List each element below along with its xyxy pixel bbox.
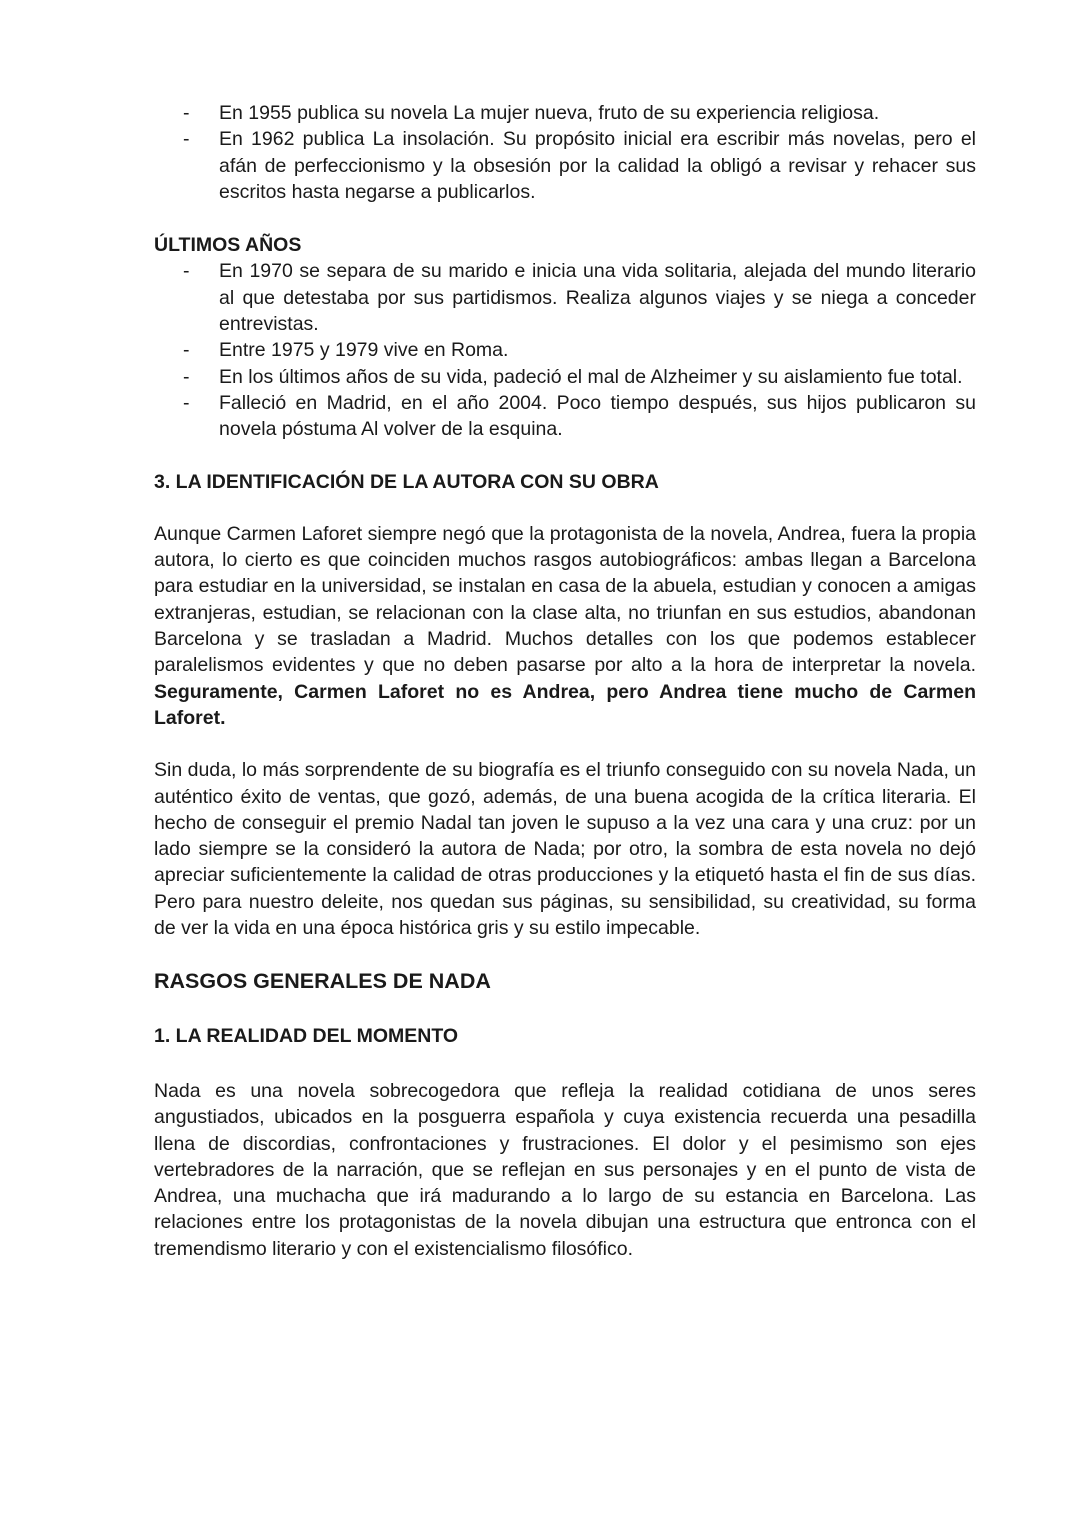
list-item (154, 258, 976, 337)
paragraph-realidad: Nada es una novela sobrecogedora que refleja la realidad cotidiana de unos seres angustiados, ubicados en la posguerra española y cuya existencia recuerda una pesadilla llena de discordias, confrontaciones y frustraciones. El dolor y el pesimismo son ejes vertebradores de la narración, que se reflejan en sus personajes y en el punto de vista de Andrea, una muchacha que irá madurando a lo largo de su estancia en Barcelona. Las relaciones entre los protagonistas de la novela dibujan una estructura que entronca con el tremendismo literario y con el existencialismo filosófico. (154, 1079, 976, 1260)
list-item (154, 390, 976, 443)
dash-bullet: - (183, 391, 190, 414)
heading-identificacion: 3. LA IDENTIFICACIÓN DE LA AUTORA CON SU OBRA (154, 470, 659, 493)
list-item-text: Entre 1975 y 1979 vive en Roma. (219, 339, 509, 362)
list-item-text: En 1962 publica La insolación. Su propósito inicial era escribir más novelas, pero el afán de perfeccionismo y la obsesión por la calidad la obligó a revisar y rehacer sus escritos hasta negarse a publicarlos. (219, 128, 976, 203)
bullet-list-ultimos-anos (154, 258, 976, 442)
heading-ultimos-anos: ÚLTIMOS AÑOS (154, 234, 302, 257)
list-item (154, 100, 976, 126)
list-item (154, 126, 976, 205)
paragraph-bold-conclusion: Seguramente, Carmen Laforet no es Andrea, pero Andrea tiene mucho de Carmen Laforet. (154, 680, 976, 729)
dash-bullet: - (183, 260, 190, 283)
paragraph-text: Aunque Carmen Laforet siempre negó que la protagonista de la novela, Andrea, fuera la propia autora, lo cierto es que coinciden muchos rasgos autobiográficos: ambas llegan a Barcelona para estudiar en la universidad, se instalan en casa de la abuela, estudian y conocen a amigas extranjeras, estudian, se relacionan con la clase alta, no triunfan en sus estudios, abandonan Barcelona y se trasladan a Madrid. Muchos detalles con los que podemos establecer paralelismos evidentes y que no deben pasarse por alto a la hora de interpretar la novela. (154, 522, 976, 677)
dash-bullet: - (183, 365, 190, 388)
list-item (154, 337, 976, 363)
dash-bullet: - (183, 128, 190, 151)
dash-bullet: - (183, 339, 190, 362)
list-item-text: Falleció en Madrid, en el año 2004. Poco tiempo después, sus hijos publicaron su novela póstuma Al volver de la esquina. (219, 391, 976, 441)
dash-bullet: - (183, 102, 190, 124)
paragraph-identificacion (154, 521, 976, 731)
list-item-text: En los últimos años de su vida, padeció el mal de Alzheimer y su aislamiento fue total. (219, 365, 963, 388)
paragraph-biografia: Sin duda, lo más sorprendente de su biografía es el triunfo conseguido con su novela Nada, un auténtico éxito de ventas, que gozó, además, de una buena acogida de la crítica literaria. El hecho de conseguir el premio Nadal tan joven le supuso a la vez una cara y una cruz: por un lado siempre se la consideró la autora de Nada; por otro, la sombra de esta novela no dejó apreciar suficientemente la calidad de otras producciones y la etiquetó hasta el fin de sus días. Pero para nuestro deleite, nos quedan sus páginas, su sensibilidad, su creatividad, su forma de ver la vida en una época histórica gris y su estilo impecable. (154, 759, 976, 940)
document-page (154, 100, 976, 1262)
heading-rasgos-generales: RASGOS GENERALES DE NADA (154, 969, 491, 994)
list-item-text: En 1970 se separa de su marido e inicia una vida solitaria, alejada del mundo literario al que detestaba por sus partidismos. Realiza algunos viajes y se niega a conceder entrevistas. (219, 260, 976, 336)
heading-realidad-momento: 1. LA REALIDAD DEL MOMENTO (154, 1024, 459, 1047)
bullet-list-publicaciones (154, 100, 976, 205)
list-item (154, 364, 976, 390)
list-item-text: En 1955 publica su novela La mujer nueva, fruto de su experiencia religiosa. (219, 102, 880, 124)
